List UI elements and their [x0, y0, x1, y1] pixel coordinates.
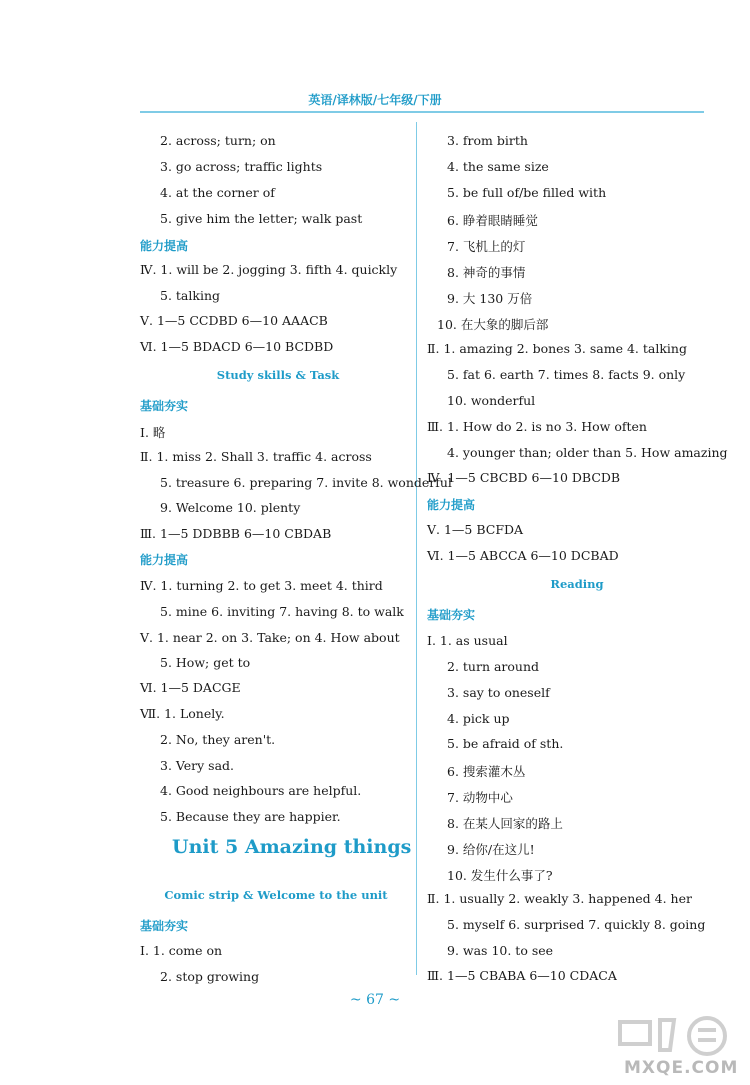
answer-line: Ⅵ. 1—5 DACGE	[140, 680, 241, 695]
answer-line: 5. give him the letter; walk past	[160, 211, 363, 226]
answer-line: Ⅰ. 1. as usual	[427, 633, 508, 648]
answer-line: 5. fat 6. earth 7. times 8. facts 9. only	[447, 367, 686, 382]
answer-line: Ⅲ. 1—5 DDBBB 6—10 CBDAB	[140, 526, 332, 541]
answer-line: 6. 睁着眼睛睡觉	[447, 213, 538, 228]
answer-line: 6. 搜索灌木丛	[447, 764, 526, 779]
header-rule	[140, 111, 704, 113]
answer-line: 10. 发生什么事了?	[447, 868, 553, 883]
answer-line: 4. younger than; older than 5. How amazing	[447, 445, 728, 460]
answer-line: Ⅵ. 1—5 ABCCA 6—10 DCBAD	[427, 548, 619, 563]
answer-line: Ⅴ. 1—5 CCDBD 6—10 AAACB	[140, 313, 328, 328]
answer-line: 8. 神奇的事情	[447, 265, 526, 280]
answer-line: 10. 在大象的脚后部	[437, 317, 549, 332]
answer-line: Ⅳ. 1. turning 2. to get 3. meet 4. third	[140, 578, 383, 593]
column-divider	[416, 122, 417, 975]
subsection-heading: Study skills & Task	[216, 368, 340, 382]
answer-line: 9. Welcome 10. plenty	[160, 500, 301, 515]
answer-line: 3. say to oneself	[447, 685, 550, 700]
answer-line: 4. the same size	[447, 159, 549, 174]
page-number: ~ 67 ~	[349, 992, 401, 1008]
answer-line: 5. mine 6. inviting 7. having 8. to walk	[160, 604, 404, 619]
answer-line: 3. go across; traffic lights	[160, 159, 323, 174]
answer-line: 4. Good neighbours are helpful.	[160, 783, 362, 798]
answer-line: 2. stop growing	[160, 969, 260, 984]
answer-line: 5. be full of/be filled with	[447, 185, 607, 200]
answer-line: 5. talking	[160, 288, 220, 303]
answer-line: Ⅶ. 1. Lonely.	[140, 706, 225, 721]
section-heading: 能力提高	[427, 498, 476, 512]
answer-line: 4. at the corner of	[160, 185, 275, 200]
answer-line: 3. from birth	[447, 133, 528, 148]
answer-line: 9. 给你/在这儿!	[447, 842, 535, 857]
answer-line: Ⅱ. 1. amazing 2. bones 3. same 4. talking	[427, 341, 687, 356]
answer-line: 9. was 10. to see	[447, 943, 554, 958]
answer-line: Ⅴ. 1. near 2. on 3. Take; on 4. How about	[140, 630, 400, 645]
answer-line: Ⅰ. 1. come on	[140, 943, 223, 958]
answer-line: 5. myself 6. surprised 7. quickly 8. going	[447, 917, 706, 932]
answer-line: 5. How; get to	[160, 655, 251, 670]
answer-line: 2. No, they aren't.	[160, 732, 276, 747]
page-header-title: 英语/译林版/七年级/下册	[308, 93, 442, 107]
watermark-text: MXQE.COM	[624, 1058, 739, 1078]
answer-line: Ⅲ. 1. How do 2. is no 3. How often	[427, 419, 647, 434]
answer-line: 7. 飞机上的灯	[447, 239, 526, 254]
section-heading: 基础夯实	[140, 919, 189, 933]
section-heading: 能力提高	[140, 553, 189, 567]
answer-line: 8. 在某人回家的路上	[447, 816, 563, 831]
answer-line: 3. Very sad.	[160, 758, 235, 773]
answer-line: Ⅵ. 1—5 BDACD 6—10 BCDBD	[140, 339, 334, 354]
unit-title: Unit 5 Amazing things	[172, 836, 412, 858]
answer-line: Ⅲ. 1—5 CBABA 6—10 CDACA	[427, 968, 617, 983]
section-heading: 基础夯实	[140, 399, 189, 413]
answer-line: Ⅳ. 1—5 CBCBD 6—10 DBCDB	[427, 470, 621, 485]
answer-line: 10. wonderful	[447, 393, 536, 408]
answer-line: 2. across; turn; on	[160, 133, 276, 148]
answer-line: Ⅱ. 1. usually 2. weakly 3. happened 4. her	[427, 891, 692, 906]
answer-line: 5. treasure 6. preparing 7. invite 8. wonderful	[160, 475, 452, 490]
answer-line: 7. 动物中心	[447, 790, 513, 805]
answer-line: 5. be afraid of sth.	[447, 736, 564, 751]
subsection-heading: Comic strip & Welcome to the unit	[164, 888, 388, 902]
answer-line: Ⅰ. 略	[140, 425, 166, 440]
section-heading: 能力提高	[140, 239, 189, 253]
answer-line: Ⅳ. 1. will be 2. jogging 3. fifth 4. quickly	[140, 262, 398, 277]
answer-line: 4. pick up	[447, 711, 510, 726]
answer-line: 2. turn around	[447, 659, 540, 674]
answer-line: 5. Because they are happier.	[160, 809, 341, 824]
answer-line: Ⅱ. 1. miss 2. Shall 3. traffic 4. across	[140, 449, 372, 464]
answer-line: 9. 大 130 万倍	[447, 291, 533, 306]
section-heading: 基础夯实	[427, 608, 476, 622]
subsection-heading: Reading	[550, 577, 604, 591]
answer-line: Ⅴ. 1—5 BCFDA	[427, 522, 524, 537]
